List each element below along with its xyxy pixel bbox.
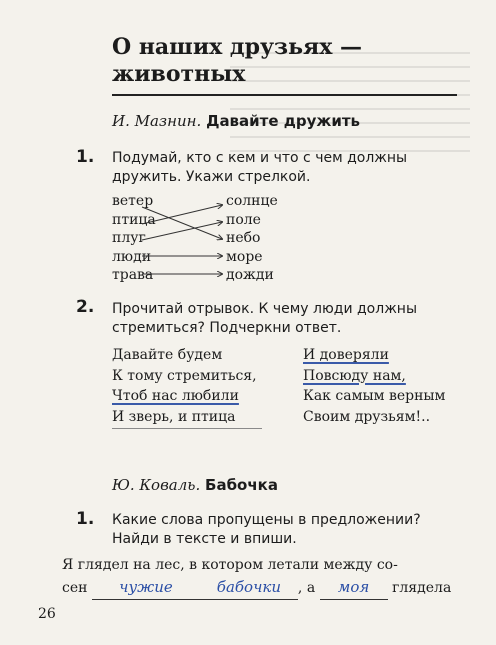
page-number: 26 (38, 606, 56, 622)
left-word: трава (112, 267, 154, 283)
right-word: дожди (226, 267, 274, 283)
task3-prompt-line2: Найди в тексте и впиши. (112, 531, 297, 547)
handwritten-answer: моя (337, 578, 370, 596)
task1-prompt-line2: дружить. Укажи стрелкой. (112, 169, 311, 185)
task2-prompt-line2: стремиться? Подчеркни ответ. (112, 320, 342, 336)
task1-prompt (112, 149, 472, 187)
section1-author: И. Мазнин. (112, 112, 202, 130)
right-word: солнце (226, 193, 278, 209)
task3-prompt (112, 511, 472, 549)
pencil-underline (112, 428, 262, 429)
arrow-bird-to-sun (142, 205, 222, 224)
poem-line: Давайте будем (112, 347, 223, 363)
task3-number: 1. (76, 509, 95, 529)
answer-blank-2[interactable] (200, 576, 298, 600)
section2-heading (112, 476, 278, 494)
left-word: птица (112, 211, 156, 228)
poem-line-answer: Повсюду нам, (303, 367, 406, 384)
poem-line: Как самым верным (303, 388, 446, 404)
prose-text: глядела (392, 580, 452, 596)
handwritten-answer: чужие (119, 578, 173, 596)
section1-heading (112, 112, 360, 130)
answer-blank-3[interactable] (320, 576, 388, 600)
poem-right-column (303, 345, 445, 427)
task2-prompt (112, 300, 472, 338)
task2-number: 2. (76, 297, 95, 317)
task3-prompt-line1: Какие слова пропущены в предложении? (112, 512, 421, 528)
section2-work-title: Бабочка (205, 476, 278, 494)
prose-text: , а (297, 580, 316, 596)
left-word: ветер (112, 193, 154, 209)
left-word: люди (112, 248, 152, 265)
arrow-wind-to-sky (142, 207, 222, 239)
prose-line2 (62, 576, 472, 600)
prose-line1: Я глядел на лес, в котором летали между со- (62, 557, 398, 573)
poem-left-column (112, 345, 257, 427)
chapter-title (112, 34, 362, 88)
left-word: плуг (112, 230, 146, 246)
matching-arrows (140, 195, 240, 285)
right-word: небо (226, 230, 261, 246)
section2-author: Ю. Коваль. (112, 476, 201, 494)
title-divider (112, 94, 457, 96)
poem-line: Своим друзьям!.. (303, 408, 431, 425)
chapter-title-line1: О наших друзьях — (112, 34, 363, 60)
right-word: море (226, 248, 263, 265)
poem-line-answer: И доверяли (303, 347, 389, 363)
section1-work-title: Давайте дружить (206, 112, 361, 130)
answer-blank-1[interactable] (92, 576, 200, 600)
task1-number: 1. (76, 147, 95, 167)
arrow-plough-to-field (142, 222, 222, 240)
handwritten-answer: бабочки (216, 578, 282, 596)
task1-prompt-line1: Подумай, кто с кем и что с чем должны (112, 150, 408, 166)
prose-text: сен (62, 580, 88, 596)
task2-prompt-line1: Прочитай отрывок. К чему люди должны (112, 301, 418, 317)
chapter-title-line2: животных (112, 61, 246, 87)
poem-line: И зверь, и птица (112, 408, 236, 425)
poem-line: К тому стремиться, (112, 367, 257, 384)
poem-line-answer: Чтоб нас любили (112, 388, 239, 404)
right-word: поле (226, 211, 261, 228)
prose-passage (62, 554, 472, 600)
